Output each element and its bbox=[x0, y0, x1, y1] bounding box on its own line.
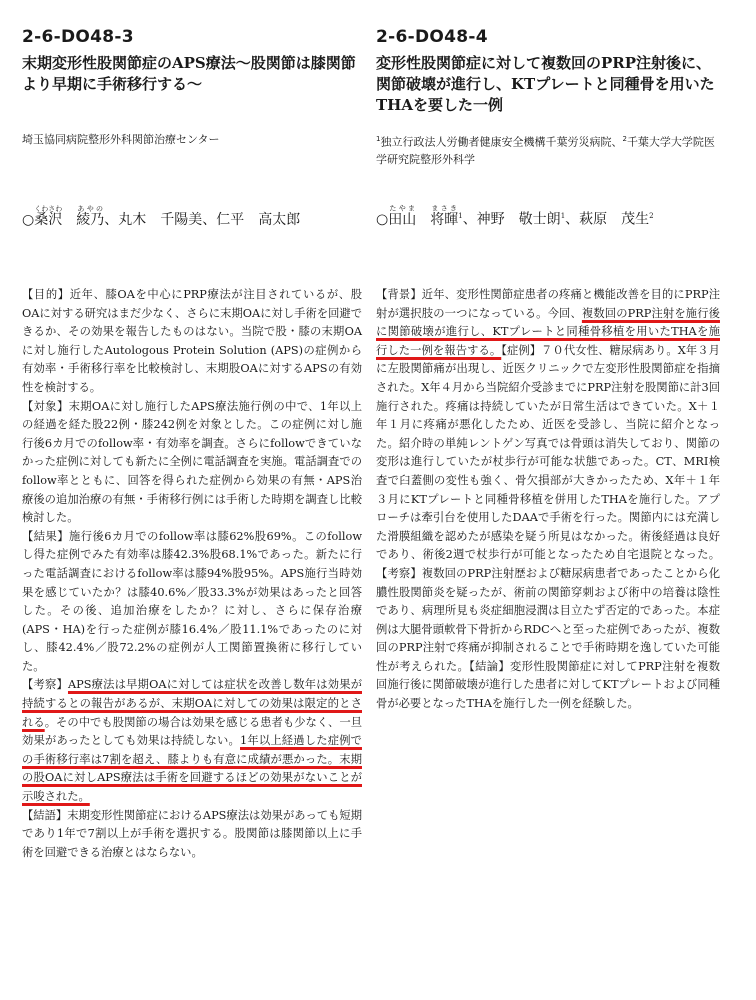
abstract-id: 2-6-DO48-3 bbox=[22, 27, 134, 47]
coauthor: 、萩原 茂生 bbox=[565, 212, 650, 228]
highlight-1: APS療法は早期OAに対しては症状を改善し数年は効果が持続するとの報告があるが、末期OAに対しての効果は限定的とされる bbox=[22, 678, 362, 729]
section-purpose: 【目的】近年、膝OAを中心にPRP療法が注目されているが、股OAに対する研究はまだ少なく、さらに末期OAに対し手術を回避できるか、その効果を報告したものはない。当院で股・膝の末期OAに対し施行したAutologous Protein Solution (APS)の症例から有効率・手術移行率を比較検討し、末期股OAに対するAPSの有効性を検討する。 bbox=[22, 288, 362, 394]
abstract-body bbox=[22, 286, 362, 862]
affiliation: $^1$独立行政法人労働者健康安全機構千葉労災病院、$^2$千葉大学大学院医学研究院整形外科学 bbox=[376, 135, 715, 166]
section-results: 【結果】施行後6カ月でのfollow率は膝62%股69%。このfollowし得た症例でみた有効率は膝42.3%股68.1%であった。新たに行った電話調査におけるfollow率は膝94%股95%。APS施行当時効果を感じていたか？は膝40.6%／股33.3%が効果はあったと回答した。その後、追加治療をしたか？に対し、さらに保存治療(APS・HA)を行った症例が膝16.4%／股11.1%であったのに対し、膝42.4%／股72.2%の症例が人工関節置換術に移行していた。 bbox=[22, 529, 362, 673]
author-list: ○田山たやま 将暉まさき$^1$、神野 敬士朗$^1$、萩原 茂生$^2$ bbox=[376, 205, 654, 228]
section-discussion: 【考察】複数回のPRP注射歴および糖尿病患者であったことから化膿性股関節炎を疑ったが、術前の関節穿刺および術中の培養は陰性であり、病理所見も炎症細胞浸潤は目立たず否定的であった。本症例は大腿骨頭軟骨下骨折からRDCへと至った症例であったが、複数回のPRP注射で疼痛が抑制されることで手術時期を逸していた可能性が考えられた。 bbox=[376, 566, 720, 673]
highlight-1: 複数回のPRP注射を施行後に関節破壊が進行し、KTプレートと同種骨移植を用いたTHAを施行した一例を報告する。 bbox=[376, 306, 720, 357]
abstract-title: 末期変形性股関節症のAPS療法〜股関節は膝関節より早期に手術移行する〜 bbox=[22, 54, 356, 93]
author-surname: 桑沢くわさわ bbox=[34, 205, 63, 228]
author-given-name: 将暉まさき bbox=[430, 205, 459, 228]
section-conclusion: 【結語】末期変形性関節症におけるAPS療法は効果があっても短期であり1年で7割以上が手術を選択する。股関節は膝関節以上に手術を回避できる治療とはならない。 bbox=[22, 808, 362, 859]
section-background: 【背景】近年、変形性関節症患者の疼痛と機能改善を目的にPRP注射が選択肢の一つになっている。今回、複数回のPRP注射を施行後に関節破壊が進行し、KTプレートと同種骨移植を用いたTHAを施行した一例を報告する。【症例】７０代女性、糖尿病あり。X年３月に左股関節痛が出現し、近医クリニックで左変形性股関節症を指摘された。X年４月から当院紹介受診までにPRP注射を股関節に計3回施行された。疼痛は持続していたが日常生活はできていた。X＋１年１月に疼痛が悪化したため、近医を受診し、当院に紹介となった。紹介時の単純レントゲン写真では骨頭は消失しており、関節の変形は進行していたが杖歩行が可能な状態であった。CT、MRI検査で臼蓋側の変性も強く、骨欠損部が大きかったため、X年＋１年３月にKTプレートと同種骨移植を併用したTHAを施行した。アプローチは牽引台を使用したDAAで手術を行った。関節内には充満した滑膜組織を認めたが感染を疑う所見はなかった。術後経過は良好であり、術後2週で杖歩行が可能となったため自宅退院となった。【考察】複数回のPRP注射歴および糖尿病患者であったことから化膿性股関節炎を疑ったが、術前の関節穿刺および術中の培養は陰性であり、病理所見も炎症細胞浸潤は目立たず否定的であった。本症例は大腿骨頭軟骨下骨折からRDCへと至った症例であったが、複数回のPRP注射で疼痛が抑制されることで手術時期を逸していた可能性が考えられた。【結論】変形性股関節症に対してPRP注射を複数回施行後に関節破壊が進行した患者に対してKTプレートおよび同種骨が必要となったTHAを施行した一例を経験した。 bbox=[376, 288, 720, 711]
coauthor: 、神野 敬士朗 bbox=[462, 212, 561, 228]
section-discussion: 【考察】APS療法は早期OAに対しては症状を改善し数年は効果が持続するとの報告があるが、末期OAに対しての効果は限定的とされる。その中でも股関節の場合は効果を感じる患者も少なく、一旦効果があったとしても効果は持続しない。1年以上経過した症例での手術移行率は7割を超え、膝よりも有意に成績が悪かった。末期の股OAに対しAPS療法は手術を回避するほどの効果がないことが示唆された。 bbox=[22, 678, 362, 804]
section-case: 【症例】７０代女性、糖尿病あり。X年３月に左股関節痛が出現し、近医クリニックで左変形性股関節症を指摘された。X年４月から当院紹介受診までにPRP注射を股関節に計3回施行された。疼痛は持続していたが日常生活はできていた。X＋１年１月に疼痛が悪化したため、近医を受診し、当院に紹介となった。紹介時の単純レントゲン写真では骨頭は消失しており、関節の変形は進行していたが杖歩行が可能な状態であった。CT、MRI検査で臼蓋側の変性も強く、骨欠損部が大きかったため、X年＋１年３月にKTプレートと同種骨移植を併用したTHAを施行した。アプローチは牽引台を使用したDAAで手術を行った。関節内には充満した滑膜組織を認めたが感染を疑う所見はなかった。術後経過は良好であり、術後2週で杖歩行が可能となったため自宅退院となった。 bbox=[376, 343, 720, 562]
highlight-2: 1年以上経過した症例での手術移行率は7割を超え、膝よりも有意に成績が悪かった。末期の股OAに対しAPS療法は手術を回避するほどの効果がないことが示唆された。 bbox=[22, 734, 362, 804]
abstract-id: 2-6-DO48-4 bbox=[376, 27, 488, 47]
section-conclusion: 【結論】変形性股関節症に対してPRP注射を複数回施行後に関節破壊が進行した患者に対してKTプレートおよび同種骨が必要となったTHAを施行した一例を経験した。 bbox=[376, 659, 720, 711]
presenter-mark: ○ bbox=[376, 212, 389, 228]
coauthors: 、丸木 千陽美、仁平 高太郎 bbox=[104, 212, 301, 228]
author-given-name: 綾乃あやの bbox=[76, 205, 105, 228]
affiliation: 埼玉協同病院整形外科関節治療センター bbox=[22, 133, 220, 146]
presenter-mark: ○ bbox=[22, 212, 35, 228]
abstract-title: 変形性股関節症に対して複数回のPRP注射後に、関節破壊が進行し、KTプレートと同種骨を用いたTHAを要した一例 bbox=[376, 54, 715, 114]
abstract-body bbox=[376, 286, 720, 714]
author-surname: 田山たやま bbox=[388, 205, 417, 228]
author-list bbox=[22, 205, 362, 230]
section-subjects: 【対象】末期OAに対し施行したAPS療法施行例の中で、1年以上の経過を経た股22例・膝242例を対象とした。この症例に対し施行後6カ月でのfollow率・有効率を調査。さらにfollowできていなかった症例に対しても新たに全例に電話調査を実施。電話調査でのfollow率とともに、回答を得られた症例から効果の有無・APS治療後の追加治療の有無・手術移行例には手術した時期を調査し比較検討した。 bbox=[22, 399, 362, 525]
